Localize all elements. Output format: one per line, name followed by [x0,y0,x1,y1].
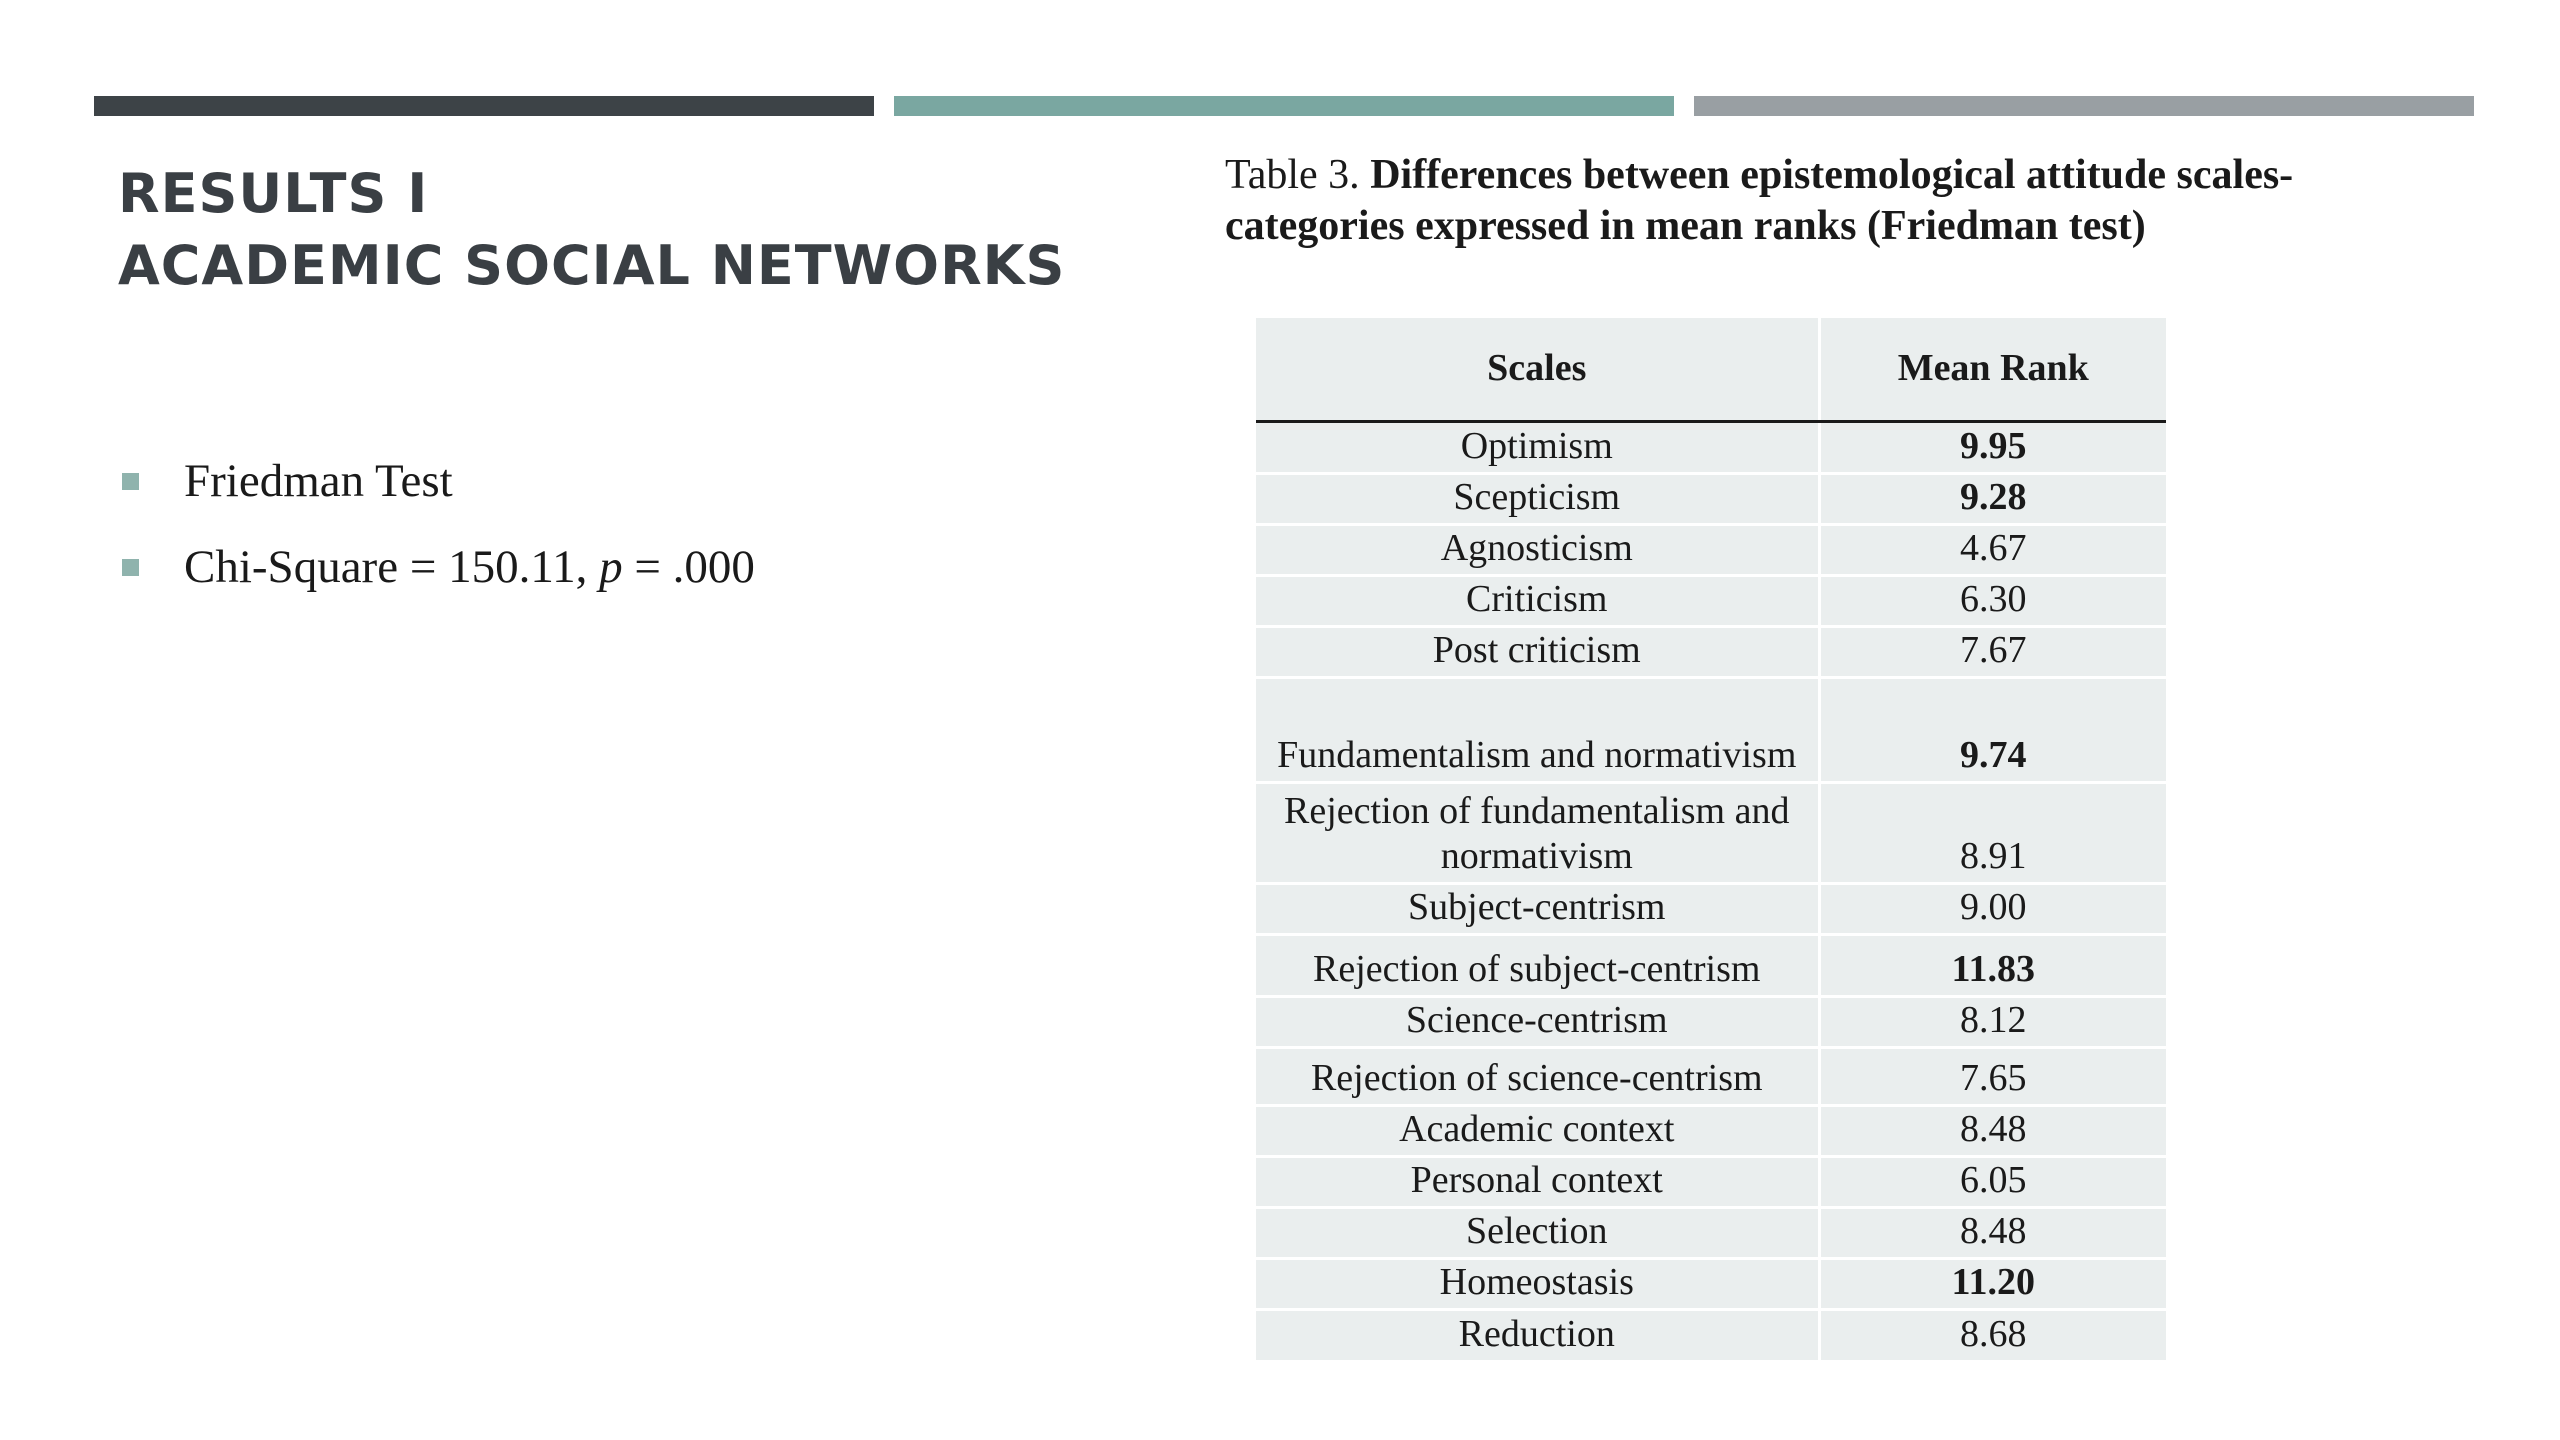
scale-cell: Post criticism [1256,626,1819,677]
mean-rank-cell: 11.83 [1819,934,2166,996]
table-row [1256,1309,2166,1360]
list-item [122,438,1122,524]
table-body [1256,421,2166,1360]
scale-cell: Agnosticism [1256,524,1819,575]
scale-cell: Science-centrism [1256,996,1819,1047]
table-row [1256,1105,2166,1156]
table-row [1256,883,2166,934]
table-row [1256,1258,2166,1309]
accent-bar-gray [1694,96,2474,116]
scale-cell: Academic context [1256,1105,1819,1156]
table-caption-label: Table 3. [1225,152,1371,198]
accent-bar-teal [894,96,1674,116]
p-symbol: p [599,541,623,593]
table-row [1256,473,2166,524]
table-row [1256,1047,2166,1105]
bullet-list [122,438,1122,610]
mean-rank-cell: 9.74 [1819,677,2166,782]
mean-rank-cell: 8.48 [1819,1105,2166,1156]
scale-cell: Selection [1256,1207,1819,1258]
table-row [1256,1156,2166,1207]
table-row [1256,421,2166,473]
mean-rank-cell: 8.12 [1819,996,2166,1047]
mean-rank-cell: 7.65 [1819,1047,2166,1105]
table-row [1256,677,2166,782]
mean-rank-cell: 8.68 [1819,1309,2166,1360]
scale-cell: Rejection of subject-centrism [1256,934,1819,996]
mean-rank-cell: 8.91 [1819,782,2166,883]
scale-cell: Rejection of fundamentalism and normativism [1256,782,1819,883]
table-row [1256,996,2166,1047]
slide-title [118,158,1118,302]
scale-cell: Scepticism [1256,473,1819,524]
table-caption [1225,150,2345,252]
header-scales: Scales [1256,318,1819,421]
scale-cell: Fundamentalism and normativism [1256,677,1819,782]
mean-rank-cell: 8.48 [1819,1207,2166,1258]
mean-rank-cell: 9.00 [1819,883,2166,934]
slide-title-line-1: RESULTS I [118,162,429,225]
scale-cell: Homeostasis [1256,1258,1819,1309]
scale-cell: Personal context [1256,1156,1819,1207]
table-row [1256,575,2166,626]
header-mean-rank: Mean Rank [1819,318,2166,421]
bullet-text [184,540,755,594]
scale-cell: Rejection of science-centrism [1256,1047,1819,1105]
mean-rank-cell: 11.20 [1819,1258,2166,1309]
table-row [1256,626,2166,677]
table-caption-title: Differences between epistemological attitude scales-categories expressed in mean ranks (Friedman test) [1225,152,2294,249]
square-bullet-icon [122,473,139,490]
square-bullet-icon [122,559,139,576]
p-value: = .000 [622,541,755,593]
header-accent-bars [94,96,2474,116]
mean-rank-cell: 6.30 [1819,575,2166,626]
mean-rank-cell: 7.67 [1819,626,2166,677]
mean-rank-cell: 4.67 [1819,524,2166,575]
scale-cell: Subject-centrism [1256,883,1819,934]
table-row [1256,934,2166,996]
scale-cell: Reduction [1256,1309,1819,1360]
mean-rank-cell: 9.95 [1819,421,2166,473]
mean-rank-cell: 9.28 [1819,473,2166,524]
bullet-text: Friedman Test [184,455,453,507]
scale-cell: Criticism [1256,575,1819,626]
slide-title-line-2: ACADEMIC SOCIAL NETWORKS [118,234,1066,297]
mean-rank-cell: 6.05 [1819,1156,2166,1207]
list-item [122,524,1122,610]
scale-cell: Optimism [1256,421,1819,473]
table-header-row [1256,318,2166,421]
table-row [1256,782,2166,883]
chi-square-prefix: Chi-Square = 150.11, [184,541,600,593]
table-row [1256,524,2166,575]
mean-rank-table [1256,318,2166,1360]
table-row [1256,1207,2166,1258]
accent-bar-dark [94,96,874,116]
